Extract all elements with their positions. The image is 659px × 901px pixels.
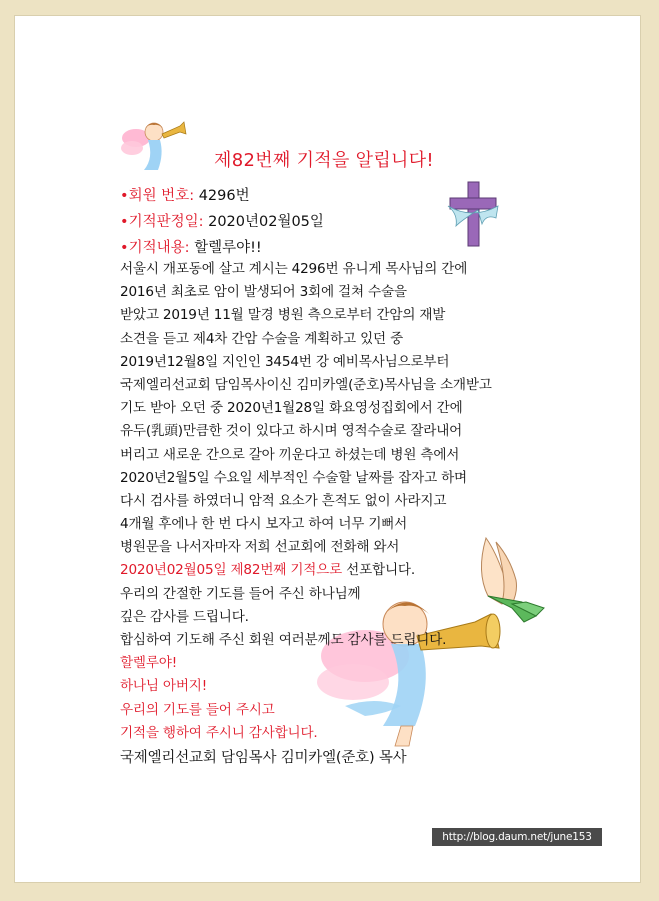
miracle-content-label: 기적내용: [128,240,190,256]
body-line: 유두(乳頭)만큼한 것이 있다고 하시며 영적수술로 잘라내어 [120,423,463,440]
closing-line: 깊은 감사를 드립니다. [120,608,249,625]
blog-watermark: http://blog.daum.net/june153 [432,828,602,846]
member-number-label: 회원 번호: [128,188,195,204]
closing-line: 우리의 기도를 들어 주시고 [120,701,275,718]
body-line: 2016년 최초로 암이 발생되어 3회에 걸쳐 수술을 [120,284,407,301]
body-line: 서울시 개포동에 살고 계시는 4296번 유니게 목사님의 간에 [120,261,468,277]
page-title: 제82번째 기적을 알립니다! [214,150,434,171]
body-line: 받았고 2019년 11월 말경 병원 측으로부터 간암의 재발 [120,307,446,324]
proclamation-highlight: 2020년02월05일 제82번째 기적으로 [120,562,343,579]
body-line: 소견을 듣고 제4차 간암 수술을 계획하고 있던 중 [120,330,403,347]
body-line: 병원문을 나서자마자 저희 선교회에 전화해 와서 [120,539,400,556]
closing-line: 하나님 아버지! [120,678,207,695]
signature: 국제엘리선교회 담임목사 김미카엘(준호) 목사 [120,750,407,766]
angel-trumpet-small-icon [118,118,190,178]
bullet: • [120,214,129,230]
miracle-date-value: 2020년02월05일 [208,214,324,230]
body-line: 국제엘리선교회 담임목사이신 김미카엘(준호)목사님을 소개받고 [120,376,492,393]
bullet: • [120,188,129,204]
bullet: • [120,240,129,256]
closing-line: 기적을 행하여 주시니 감사합니다. [120,724,318,741]
body-line: 2019년12월8일 지인인 3454번 강 예비목사님으로부터 [120,353,450,370]
closing-line: 우리의 간절한 기도를 들어 주신 하나님께 [120,585,361,602]
proclamation-line [120,559,590,582]
closing-line: 할렐루야! [120,655,177,672]
miracle-date-label: 기적판정일: [128,214,204,230]
miracle-content-value: 할렐루야!! [194,240,262,256]
body-line: 2020년2월5일 수요일 세부적인 수술할 날짜를 잡자고 하며 [120,469,467,486]
body-line: 버리고 새로운 간으로 갈아 끼운다고 하셨는데 병원 측에서 [120,446,460,463]
cross-icon [442,180,504,250]
body-line: 4개월 후에나 한 번 다시 보자고 하여 너무 기뻐서 [120,516,408,533]
testimony-body [120,258,590,745]
body-line: 다시 검사를 하였더니 암적 요소가 흔적도 없이 사라지고 [120,492,447,509]
member-number-field [120,184,250,205]
body-line: 기도 받아 오던 중 2020년1월28일 화요영성집회에서 간에 [120,400,463,417]
miracle-date-field [120,210,324,231]
member-number-value: 4296번 [198,188,250,204]
closing-line: 합심하여 기도해 주신 회원 여러분께도 감사를 드립니다. [120,632,447,648]
proclamation-rest: 선포합니다. [342,562,415,579]
miracle-content-field [120,236,262,257]
